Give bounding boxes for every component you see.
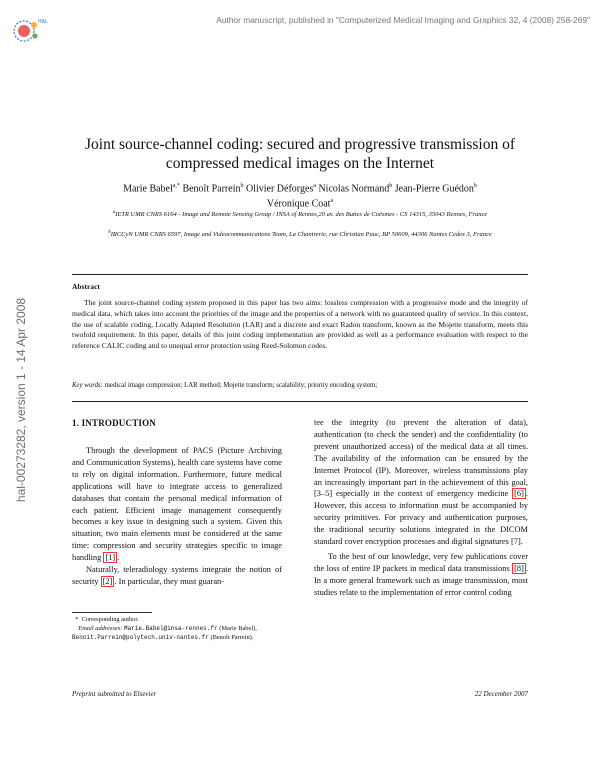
email-owner: (Marie Babel),	[219, 625, 257, 633]
authors-line-1	[60, 180, 540, 195]
author-sup: b	[473, 183, 477, 189]
hal-identifier: hal-00273282, version 1 - 14 Apr 2008	[14, 297, 28, 503]
affiliation-a	[80, 208, 520, 220]
abstract-heading: Abstract	[72, 282, 100, 291]
author-sup: a	[313, 183, 316, 189]
column-left	[72, 445, 282, 588]
title-line-2: compressed medical images on the Internet	[165, 155, 435, 172]
affiliation-text: IRCCyN UMR CNRS 6597, Image and Videocommunications Team, La Chantrerie, rue Christian Pauc, BP 50609, 44306 Nantes Cedex 3, France	[110, 231, 492, 239]
affiliation-sup: b	[108, 230, 111, 235]
title-line-1: Joint source-channel coding: secured and progressive transmission of	[84, 136, 515, 153]
author-name: Olivier Déforges	[245, 183, 314, 195]
author-sup: b	[389, 183, 393, 189]
affiliation-text: IETR UMR CNRS 6164 - Image and Remote Sensing Group / INSA of Rennes,20 av. des Buttes de Coësmes - CS 14315, 35043 Rennes, France	[115, 211, 488, 219]
keywords-label: Key words:	[72, 382, 103, 389]
author-name: Nicolas Normand	[318, 183, 390, 195]
abstract-bottom-rule	[72, 401, 528, 402]
paragraph-text: Naturally, teleradiology systems integrate the notion of security	[72, 565, 282, 586]
keywords	[72, 382, 528, 389]
author-list	[60, 180, 540, 211]
abstract-text: The joint source-channel coding system proposed in this paper has two aims: lossless compression with a progressive mode and the integrity of medical data, which takes into account the priorities of the image and the properties of a network with no guaranteed quality of service. In this context, the use of scalable coding, Locally Adapted Resolution (LAR) and a discrete and exact Radon transform, known as the Mojette transform, meets this twofold requirement. In this paper, details of this joint coding implementation are provided as well as a performance evaluation with respect to the reference CALIC coding and to unequal error protection using Reed-Solomon codes.	[72, 298, 528, 351]
citation-link[interactable]: [6]	[514, 489, 524, 499]
paragraph-text: To the best of our knowledge, very few publications cover the loss of entire IP packets in medical data transmissions	[314, 551, 528, 573]
email-label: Email addresses:	[78, 625, 123, 633]
author-name: Véronique Coat	[266, 198, 331, 210]
paragraph	[72, 564, 282, 588]
author-sup: b	[240, 183, 244, 189]
affiliation-b	[80, 228, 520, 240]
citation-link[interactable]: [8]	[514, 563, 524, 573]
hal-logo	[8, 14, 52, 48]
author-name: Marie Babel	[123, 183, 173, 195]
keywords-text: medical image compression; LAR method; Mojette transform; scalability; priority encoding system;	[104, 382, 378, 389]
paragraph	[72, 445, 282, 564]
abstract-top-rule	[72, 274, 528, 275]
paragraph-text: tee the integrity (to prevent the alteration of data), authentication (to check the sender) and the confidentiality (to prevent unauthorized access) of the medical data at all times. The availability of the information can be ensured by the Internet Protocol (IP). Moreover, wireless transmissions play an increasingly important part in the achievement of this goal, [3–5] especially in the context of emergency medicine	[314, 418, 528, 499]
citation-link[interactable]: [2]	[102, 576, 113, 586]
email-owner: (Benoît Parrein).	[210, 634, 254, 642]
paper-title	[60, 135, 540, 173]
paragraph-text: . However, this access to information must be accompanied by security primitives. For privacy and authentication purposes, the traditional security solutions integrated in the DICOM standard cover encryption processes and digital signatures [7].	[314, 489, 528, 547]
author-name: Jean-Pierre Guédon	[394, 183, 474, 195]
email-link[interactable]: Benoit.Parrein@polytech.univ-nantes.fr	[72, 634, 209, 642]
footnote	[72, 615, 284, 643]
paragraph-text: Through the development of PACS (Picture Archiving and Communication Systems), health care systems have come to rely on digital information. Furthermore, future medical applications will have to integrate access to generalized databases that contain the personal medical information of each patient. Efficient image management consequently becomes a key issue in designing such a system. Given this situation, two main elements must be considered at the same time: compression and security strategies specific to image handling	[72, 446, 282, 563]
paragraph	[314, 551, 528, 599]
footnote-corresponding: * Corresponding author.	[72, 616, 139, 623]
footnote-rule	[72, 612, 152, 613]
author-sup: a	[330, 198, 334, 205]
paragraph-text: . In particular, they must guaran-	[114, 576, 225, 586]
section-heading: 1. INTRODUCTION	[72, 418, 157, 428]
column-right	[314, 417, 528, 599]
preprint-note: Preprint submitted to Elsevier	[72, 690, 157, 698]
author-sup: a,*	[172, 183, 180, 189]
logo-text: HAL	[38, 19, 48, 25]
affiliation-sup: a	[112, 210, 116, 215]
email-link[interactable]: Marie.Babel@insa-rennes.fr	[123, 625, 218, 633]
footnote-text: Corresponding author.	[81, 616, 139, 623]
manuscript-note: Author manuscript, published in "Computerized Medical Imaging and Graphics 32, 4 (2008) 258-269"	[216, 15, 590, 25]
paragraph	[314, 417, 528, 548]
author-name: Benoît Parrein	[182, 183, 241, 195]
paragraph-text: . In a more general framework such as image transmission, most studies relate to the implementation of error control coding	[314, 563, 528, 597]
paragraph-text: .	[117, 553, 120, 563]
submission-date: 22 December 2007	[474, 690, 528, 698]
citation-link[interactable]: [1]	[105, 553, 116, 563]
footnote-emails	[72, 624, 284, 642]
